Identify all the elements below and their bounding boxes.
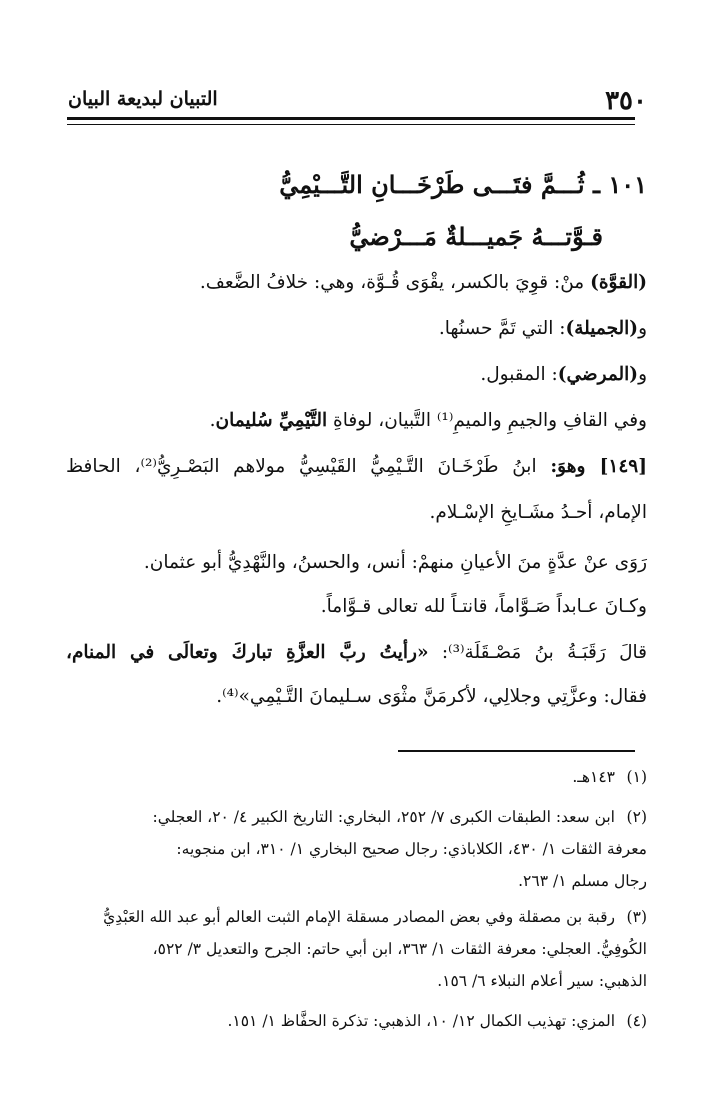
footnote-text: رجال مسلم ١/ ٢٦٣. [518, 872, 647, 890]
gloss-text: منْ: قوِيَ بالكسر، يقْوَى قُـوَّة، وهي: خلافُ الضَّعف. [199, 272, 585, 293]
gloss-bold-name: التَّيْمِيِّ سُليمان [215, 410, 328, 431]
footnote-text: الذهبي: سير أعلام النبلاء ٦/ ١٥٦. [437, 972, 647, 990]
running-title: التبيان لبديعة البيان [68, 88, 218, 110]
gloss-paragraph-1 [66, 272, 647, 293]
verse-hemistich-2: قـوَّتـــهُ جَميـــلةٌ مَـــرْضيُّ [349, 222, 603, 251]
footnote-3 [66, 908, 647, 926]
biography-line-6 [66, 686, 647, 707]
gloss-text: وفي القافِ والجيمِ والميمِ⁽¹⁾ التَّبيان، لوفاةِ [333, 410, 647, 431]
gloss-term: (الجميلة) [565, 318, 639, 339]
footnote-2 [66, 808, 647, 826]
footnote-text: ابن سعد: الطبقات الكبرى ٧/ ٢٥٢، البخاري: التاريخ الكبير ٤/ ٢٠، العجلي: [152, 808, 615, 826]
biography-line-4 [66, 596, 647, 617]
biography-text: فقال: وعزَّتِي وجلالِي، لأكرمَنَّ مثْوَى سـليمانَ التَّـيْمِي»⁽⁴⁾. [216, 686, 647, 707]
biography-line-2 [66, 502, 647, 523]
biography-line-1 [66, 456, 647, 477]
biography-ref: [١٤٩] وهوَ: [550, 456, 647, 477]
footnote-text: الكُوفِيُّ. العجلي: معرفة الثقات ١/ ٣٦٣، ابن أبي حاتم: الجرح والتعديل ٣/ ٥٢٢، [152, 940, 647, 958]
footnote-2-line-2 [66, 840, 647, 858]
gloss-term: (المرضي) [557, 364, 639, 385]
gloss-end: . [209, 410, 216, 431]
biography-text: رَوَى عنْ عدَّةٍ منَ الأعيانِ منهمْ: أنس، والحسنُ، والنَّهْدِيُّ أبو عثمان. [143, 552, 647, 573]
header-rule-thin [67, 124, 635, 125]
footnote-4 [66, 1012, 647, 1030]
footnote-number: (٣) [626, 908, 647, 926]
gloss-prefix: و [638, 364, 647, 385]
header-rule-thick [67, 117, 635, 120]
verse-line-1 [66, 170, 647, 199]
biography-text: قالَ رَقَبَـةُ بنُ مَصْـقَلَة⁽³⁾: [441, 642, 647, 663]
biography-line-5 [66, 642, 647, 663]
biography-text: الإمام، أحـدُ مشَـايخِ الإسْـلام. [429, 502, 647, 523]
gloss-text: : التي تَمَّ حسنُها. [438, 318, 566, 339]
quote-text: «رأيتُ ربَّ العزَّةِ تباركَ وتعالَى في المنام، [66, 642, 429, 663]
gloss-prefix: و [638, 318, 647, 339]
gloss-paragraph-2 [66, 318, 647, 339]
verse-number: ١٠١ ـ [592, 170, 647, 199]
footnote-1 [66, 768, 647, 786]
verse-line-2 [66, 222, 603, 251]
footnote-number: (٤) [626, 1012, 647, 1030]
footnote-text: رقبة بن مصقلة وفي بعض المصادر مسقلة الإمام الثبت العالم أبو عبد الله العَبْدِيُّ [103, 908, 615, 926]
footnote-text: معرفة الثقات ١/ ٤٣٠، الكلاباذي: رجال صحيح البخاري ١/ ٣١٠، ابن منجويه: [176, 840, 647, 858]
gloss-term: (القوَّة) [590, 272, 647, 293]
footnote-2-line-3 [66, 872, 647, 890]
footnote-number: (١) [626, 768, 647, 786]
gloss-text: : المقبول. [480, 364, 558, 385]
footnote-3-line-2 [66, 940, 647, 958]
footnote-separator [398, 750, 635, 752]
verse-hemistich-1: ثُـــمَّ فتَـــى طَرْخَـــانِ التَّـــيْمِيُّ [279, 170, 585, 199]
biography-text: وكـانَ عـابداً صَـوَّاماً، قانتـاً لله تعالى قـوَّاماً. [320, 596, 647, 617]
footnote-text: المزي: تهذيب الكمال ١٢/ ١٠، الذهبي: تذكرة الحفَّاظ ١/ ١٥١. [227, 1012, 615, 1030]
footnote-number: (٢) [626, 808, 647, 826]
biography-text: ابنُ طَرْخَـانَ التَّـيْمِيُّ القَيْسِيُّ مولاهم البَصْـرِيُّ⁽²⁾، الحافظ [66, 456, 537, 477]
footnote-3-line-3 [66, 972, 647, 990]
footnote-text: ١٤٣هـ. [572, 768, 615, 786]
biography-line-3 [66, 552, 647, 573]
gloss-paragraph-3 [66, 364, 647, 385]
gloss-paragraph-4 [66, 410, 647, 431]
page-number: ٣٥٠ [605, 86, 647, 116]
